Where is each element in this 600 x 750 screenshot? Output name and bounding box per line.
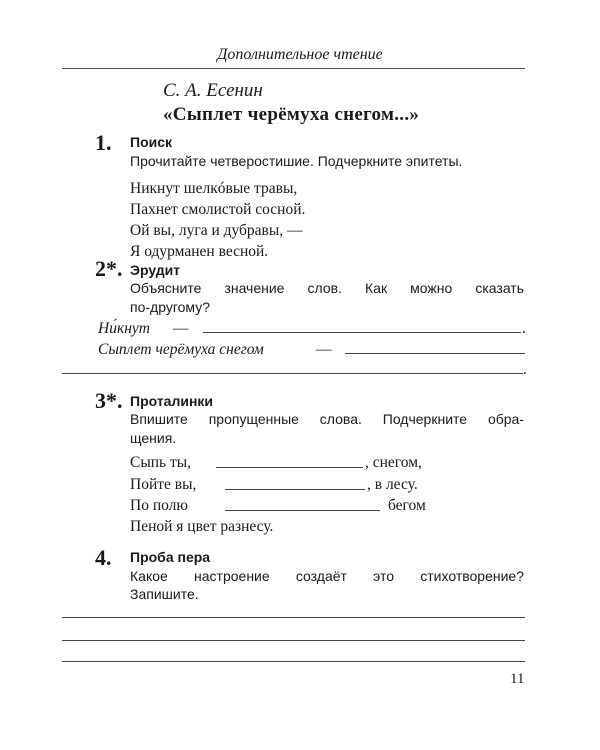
task-1-title: Поиск [130,134,173,150]
poem-line-4: Я одурманен весной. [130,243,269,260]
task-3-number: 3*. [95,388,123,413]
task-3-instruction-line-2: щения. [130,430,177,446]
task-4-title: Проба пера [130,549,211,565]
answer-blank-2[interactable] [345,353,525,354]
task-4-instruction-line-2: Запишите. [130,586,199,602]
answer-blank-1[interactable] [203,332,521,333]
fill-blank-2[interactable] [225,489,365,490]
task-2-instruction-line-2: по-другому? [130,299,210,315]
task-4-number: 4. [95,545,112,570]
task-1-poem [130,178,305,262]
header-rule [62,68,525,69]
fill-blank-3[interactable] [225,510,380,511]
answer-end-2: . [523,361,527,378]
page-number: 11 [510,671,525,687]
answer-blank-2-continued[interactable] [62,373,523,374]
poem-line-2: Пахнет смолистой сосной. [130,201,306,218]
task-2-number: 2*. [95,256,123,281]
answer-label-1: Ни́кнут [98,320,150,337]
fill-line-1-before: Сыпь ты, [130,454,192,471]
fill-line-1-after: , снегом, [365,454,422,471]
fill-line-4: Пеной я цвет разнесу. [130,518,274,535]
answer-dash-1: — [173,320,189,337]
task-2-title: Эрудит [130,262,181,278]
task-1-instruction: Прочитайте четверостишие. Подчеркните эпитеты. [130,153,463,169]
task-3-instruction-line-1: Впишите пропущенные слова. Подчеркните обра- [130,411,524,427]
fill-blank-1[interactable] [216,467,363,468]
answer-dash-2: — [316,341,332,358]
fill-line-2-after: , в лесу. [367,476,418,493]
fill-line-3-after: бегом [388,497,426,514]
answer-label-2: Сыплет черёмуха снегом [98,341,264,358]
task-3-title: Проталинки [130,393,214,409]
section-header: Дополнительное чтение [217,46,383,63]
fill-line-2-before: Пойте вы, [130,476,197,493]
writing-line-2[interactable] [62,640,525,641]
poem-line-1: Никнут шелкóвые травы, [130,180,298,197]
writing-line-1[interactable] [62,617,525,618]
poem-author: С. А. Есенин [163,80,263,101]
task-4-instruction-line-1: Какое настроение создаёт это стихотворение? [130,568,524,584]
task-1-number: 1. [95,130,112,155]
task-2-instruction-line-1: Объясните значение слов. Как можно сказать [130,280,524,296]
answer-end-1: . [522,320,526,337]
writing-line-3[interactable] [62,661,525,662]
poem-line-3: Ой вы, луга и дубравы, — [130,222,303,239]
fill-line-3-before: По полю [130,497,188,514]
poem-title: «Сыплет черёмуха снегом...» [163,104,420,125]
